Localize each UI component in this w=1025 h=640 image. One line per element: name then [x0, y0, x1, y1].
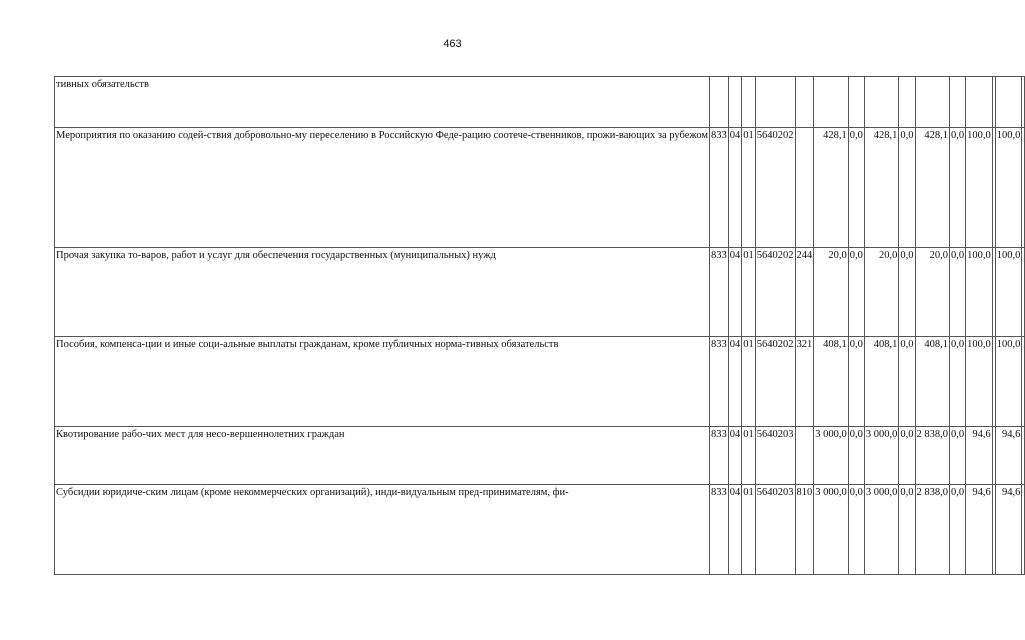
value-3: 408,1: [864, 337, 899, 427]
value-3: 428,1: [864, 128, 899, 248]
section-code: 04: [728, 485, 742, 575]
value-4: 0,0: [899, 248, 915, 337]
budget-table-body: [55, 77, 1025, 575]
value-2: 0,0: [848, 485, 864, 575]
percent-1: 100,0: [966, 128, 993, 248]
table-row: [55, 77, 1025, 128]
percent-1: 94,6: [966, 427, 993, 485]
subsection-code: 01: [742, 485, 756, 575]
admin-code: 833: [710, 485, 729, 575]
admin-code: [710, 77, 729, 128]
empty-cell: [1022, 77, 1025, 128]
value-2: 0,0: [848, 427, 864, 485]
value-6: 0,0: [950, 128, 966, 248]
value-4: 0,0: [899, 485, 915, 575]
admin-code: 833: [710, 248, 729, 337]
percent-2: 94,6: [995, 427, 1022, 485]
page-number: 463: [443, 38, 462, 50]
table-row: [55, 427, 1025, 485]
empty-cell: [1022, 337, 1025, 427]
subsection-code: 01: [742, 128, 756, 248]
expense-type-code: [795, 427, 814, 485]
value-5: 408,1: [915, 337, 950, 427]
value-3: 20,0: [864, 248, 899, 337]
value-4: [899, 77, 915, 128]
subsection-code: [742, 77, 756, 128]
table-row: [55, 248, 1025, 337]
admin-code: 833: [710, 128, 729, 248]
row-name: Пособия, компенса-ции и иные соци-альные выплаты гражданам, кроме публичных норма-тивных обязательств: [55, 337, 710, 427]
value-3: 3 000,0: [864, 485, 899, 575]
value-6: 0,0: [950, 485, 966, 575]
value-5: 2 838,0: [915, 485, 950, 575]
percent-2: 100,0: [995, 337, 1022, 427]
value-5: 2 838,0: [915, 427, 950, 485]
row-name: Квотирование рабо-чих мест для несо-вершеннолетних граждан: [55, 427, 710, 485]
value-1: 428,1: [814, 128, 849, 248]
value-6: 0,0: [950, 427, 966, 485]
row-name: Прочая закупка то-варов, работ и услуг для обеспечения государственных (муниципальных) нужд: [55, 248, 710, 337]
value-6: 0,0: [950, 337, 966, 427]
subsection-code: 01: [742, 337, 756, 427]
section-code: 04: [728, 248, 742, 337]
value-1: 3 000,0: [814, 427, 849, 485]
value-1: 408,1: [814, 337, 849, 427]
value-5: 428,1: [915, 128, 950, 248]
target-code: 5640202: [755, 128, 795, 248]
target-code: [755, 77, 795, 128]
value-5: 20,0: [915, 248, 950, 337]
value-2: 0,0: [848, 128, 864, 248]
target-code: 5640203: [755, 427, 795, 485]
value-6: [950, 77, 966, 128]
target-code: 5640202: [755, 337, 795, 427]
percent-2: [995, 77, 1022, 128]
empty-cell: [1022, 427, 1025, 485]
section-code: 04: [728, 337, 742, 427]
percent-1: 94,6: [966, 485, 993, 575]
percent-1: [966, 77, 993, 128]
value-4: 0,0: [899, 337, 915, 427]
table-row: [55, 485, 1025, 575]
value-5: [915, 77, 950, 128]
target-code: 5640203: [755, 485, 795, 575]
subsection-code: 01: [742, 248, 756, 337]
empty-cell: [1022, 485, 1025, 575]
percent-1: 100,0: [966, 248, 993, 337]
table-row: [55, 128, 1025, 248]
budget-table: [54, 76, 1025, 575]
expense-type-code: 244: [795, 248, 814, 337]
percent-2: 100,0: [995, 128, 1022, 248]
value-4: 0,0: [899, 427, 915, 485]
empty-cell: [1022, 248, 1025, 337]
section-code: 04: [728, 427, 742, 485]
table-row: [55, 337, 1025, 427]
value-2: 0,0: [848, 248, 864, 337]
percent-1: 100,0: [966, 337, 993, 427]
value-2: 0,0: [848, 337, 864, 427]
subsection-code: 01: [742, 427, 756, 485]
expense-type-code: 321: [795, 337, 814, 427]
row-name: Мероприятия по оказанию содей-ствия добровольно-му переселению в Российскую Феде-рацию соотече-ственников, прожи-вающих за рубежом: [55, 128, 710, 248]
target-code: 5640202: [755, 248, 795, 337]
empty-cell: [1022, 128, 1025, 248]
row-name: тивных обязательств: [55, 77, 710, 128]
value-2: [848, 77, 864, 128]
value-3: [864, 77, 899, 128]
expense-type-code: 810: [795, 485, 814, 575]
percent-2: 94,6: [995, 485, 1022, 575]
admin-code: 833: [710, 427, 729, 485]
row-name: Субсидии юридиче-ским лицам (кроме некоммерческих организаций), инди-видуальным пред-принимателям, фи-: [55, 485, 710, 575]
expense-type-code: [795, 77, 814, 128]
value-4: 0,0: [899, 128, 915, 248]
percent-2: 100,0: [995, 248, 1022, 337]
admin-code: 833: [710, 337, 729, 427]
expense-type-code: [795, 128, 814, 248]
value-3: 3 000,0: [864, 427, 899, 485]
value-6: 0,0: [950, 248, 966, 337]
section-code: 04: [728, 128, 742, 248]
value-1: 20,0: [814, 248, 849, 337]
section-code: [728, 77, 742, 128]
value-1: [814, 77, 849, 128]
value-1: 3 000,0: [814, 485, 849, 575]
